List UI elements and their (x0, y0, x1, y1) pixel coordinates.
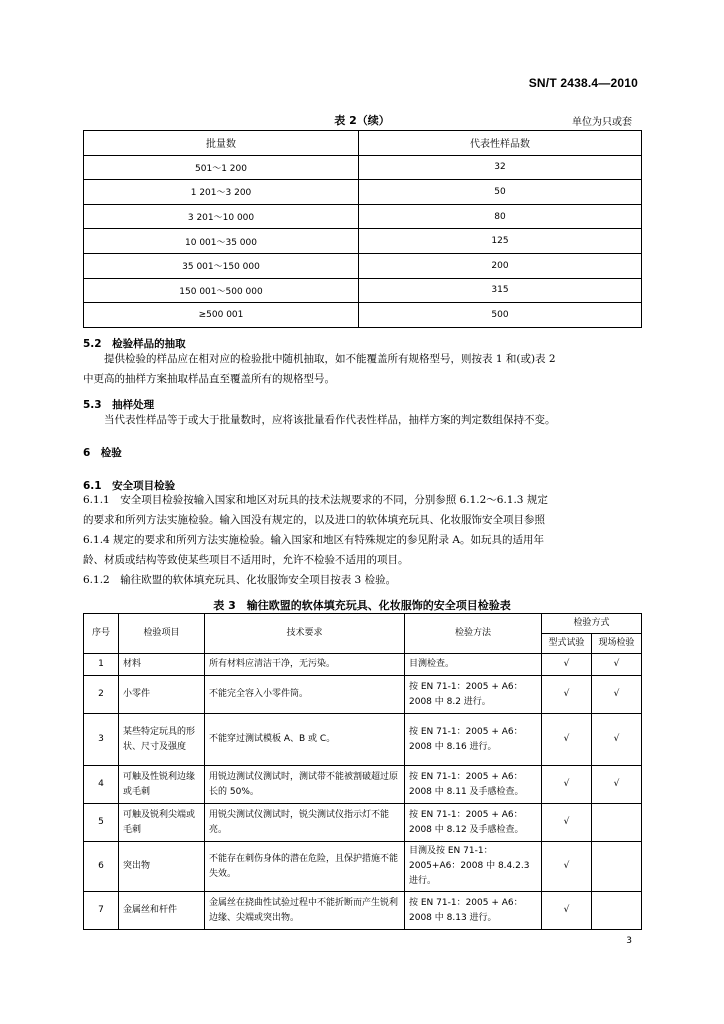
check-mark: √ (542, 766, 592, 804)
table-cell-item: 某些特定玩具的形状、尺寸及强度 (119, 714, 205, 766)
table-cell-item: 金属丝和杆件 (119, 892, 205, 930)
standard-code: SN/T 2438.4—2010 (528, 76, 638, 90)
table-row (84, 253, 642, 278)
table-cell: 125 (359, 229, 642, 254)
table-cell-method: 按 EN 71-1：2005 + A6：2008 中 8.12 及手感检查。 (405, 804, 542, 842)
check-mark (592, 804, 642, 842)
section-5-2-text-line-2: 中更高的抽样方案抽取样品直至覆盖所有的规格型号。 (83, 373, 335, 385)
check-mark (592, 842, 642, 892)
table-cell-item: 可触及锐利尖端或毛刺 (119, 804, 205, 842)
table-cell-req: 不能存在刺伤身体的潜在危险，且保护措施不能失效。 (205, 842, 405, 892)
table-2-col-batch: 批量数 (84, 131, 359, 156)
table-3-col-method: 检验方法 (405, 614, 542, 654)
table-2 (83, 130, 642, 328)
check-mark: √ (542, 842, 592, 892)
check-mark: √ (542, 676, 592, 714)
check-mark: √ (542, 892, 592, 930)
table-cell: 32 (359, 155, 642, 180)
table-cell-item: 可触及性锐利边缘或毛刺 (119, 766, 205, 804)
table-cell: 501～1 200 (84, 155, 359, 180)
table-row (84, 892, 642, 930)
table-cell-item: 突出物 (119, 842, 205, 892)
table-3-caption: 表 3 输往欧盟的软体填充玩具、化妆服饰的安全项目检验表 (213, 599, 511, 612)
section-6-1-1-line-2: 的要求和所列方法实施检验。输入国没有规定的，以及进口的软体填充玩具、化妆服饰安全项目参照 (83, 514, 545, 526)
table-3 (83, 613, 642, 930)
table-cell-no: 4 (84, 766, 119, 804)
table-cell: 35 001～150 000 (84, 253, 359, 278)
table-cell-method: 按 EN 71-1：2005 + A6：2008 中 8.2 进行。 (405, 676, 542, 714)
table-cell-no: 5 (84, 804, 119, 842)
table-cell-req: 不能穿过测试模板 A、B 或 C。 (205, 714, 405, 766)
table-cell-item: 小零件 (119, 676, 205, 714)
section-6-1-1-line-3: 6.1.4 规定的要求和所列方法实施检验。输入国家和地区有特殊规定的参见附录 A。如玩具的适用年 (83, 534, 544, 546)
table-2-header-row (84, 131, 642, 156)
table-row (84, 676, 642, 714)
table-cell-method: 目测及按 EN 71-1：2005+A6：2008 中 8.4.2.3 进行。 (405, 842, 542, 892)
table-3-col-req: 技术要求 (205, 614, 405, 654)
table-3-col-no: 序号 (84, 614, 119, 654)
section-5-3-text: 当代表性样品等于或大于批量数时，应将该批量看作代表性样品，抽样方案的判定数组保持不变。 (104, 414, 556, 426)
check-mark: √ (542, 714, 592, 766)
check-mark: √ (542, 804, 592, 842)
table-row (84, 766, 642, 804)
table-row (84, 278, 642, 303)
table-cell: ≥500 001 (84, 303, 359, 328)
table-row (84, 229, 642, 254)
table-cell-method: 按 EN 71-1：2005 + A6：2008 中 8.13 进行。 (405, 892, 542, 930)
section-6-1-1-line-1: 6.1.1 安全项目检验按输入国家和地区对玩具的技术法规要求的不同，分别参照 6.1.2～6.1.3 规定 (83, 494, 548, 506)
section-5-3-heading: 5.3 抽样处理 (83, 399, 155, 411)
page-number: 3 (626, 936, 632, 946)
table-cell-no: 3 (84, 714, 119, 766)
table-cell-req: 所有材料应清洁干净，无污染。 (205, 654, 405, 676)
table-row (84, 804, 642, 842)
table-3-header-row (84, 614, 642, 634)
table-2-unit: 单位为只或套 (572, 117, 632, 128)
table-3-col-site-test: 现场检验 (592, 634, 642, 654)
table-cell-req: 用锐边测试仪测试时，测试带不能被割破超过原长的 50%。 (205, 766, 405, 804)
table-cell-item: 材料 (119, 654, 205, 676)
table-row (84, 155, 642, 180)
table-cell: 50 (359, 180, 642, 205)
table-cell-method: 按 EN 71-1：2005 + A6：2008 中 8.16 进行。 (405, 714, 542, 766)
table-cell-method: 目测检查。 (405, 654, 542, 676)
table-cell: 3 201～10 000 (84, 204, 359, 229)
table-cell-method: 按 EN 71-1：2005 + A6：2008 中 8.11 及手感检查。 (405, 766, 542, 804)
table-row (84, 842, 642, 892)
table-cell: 315 (359, 278, 642, 303)
check-mark (592, 892, 642, 930)
table-cell-no: 2 (84, 676, 119, 714)
section-5-2-text-line-1: 提供检验的样品应在相对应的检验批中随机抽取，如不能覆盖所有规格型号，则按表 1 和(或)表 2 (104, 353, 556, 365)
table-cell-req: 金属丝在挠曲性试验过程中不能折断而产生锐利边缘、尖端或突出物。 (205, 892, 405, 930)
table-cell: 500 (359, 303, 642, 328)
section-6-1-2-line-1: 6.1.2 输往欧盟的软体填充玩具、化妆服饰安全项目按表 3 检验。 (83, 574, 397, 586)
section-6-heading: 6 检验 (83, 447, 122, 459)
table-cell-no: 1 (84, 654, 119, 676)
table-3-col-type-test: 型式试验 (542, 634, 592, 654)
table-3-col-item: 检验项目 (119, 614, 205, 654)
table-cell: 200 (359, 253, 642, 278)
table-2-caption: 表 2（续） (334, 114, 390, 127)
table-cell: 1 201～3 200 (84, 180, 359, 205)
table-row (84, 180, 642, 205)
section-6-1-1-line-4: 龄、材质或结构等致使某些项目不适用时，允许不检验不适用的项目。 (83, 554, 409, 566)
section-5-2-heading: 5.2 检验样品的抽取 (83, 338, 186, 350)
table-cell-req: 不能完全容入小零件筒。 (205, 676, 405, 714)
table-cell: 150 001～500 000 (84, 278, 359, 303)
check-mark: √ (592, 676, 642, 714)
table-cell: 80 (359, 204, 642, 229)
check-mark: √ (592, 766, 642, 804)
section-6-1-heading: 6.1 安全项目检验 (83, 480, 176, 492)
table-cell-no: 7 (84, 892, 119, 930)
table-3-col-mode: 检验方式 (542, 614, 642, 634)
table-row (84, 654, 642, 676)
check-mark: √ (542, 654, 592, 676)
table-cell: 10 001～35 000 (84, 229, 359, 254)
table-cell-req: 用锐尖测试仪测试时，锐尖测试仪指示灯不能亮。 (205, 804, 405, 842)
check-mark: √ (592, 654, 642, 676)
table-row (84, 714, 642, 766)
table-2-col-sample: 代表性样品数 (359, 131, 642, 156)
check-mark: √ (592, 714, 642, 766)
table-row (84, 303, 642, 328)
table-cell-no: 6 (84, 842, 119, 892)
table-row (84, 204, 642, 229)
